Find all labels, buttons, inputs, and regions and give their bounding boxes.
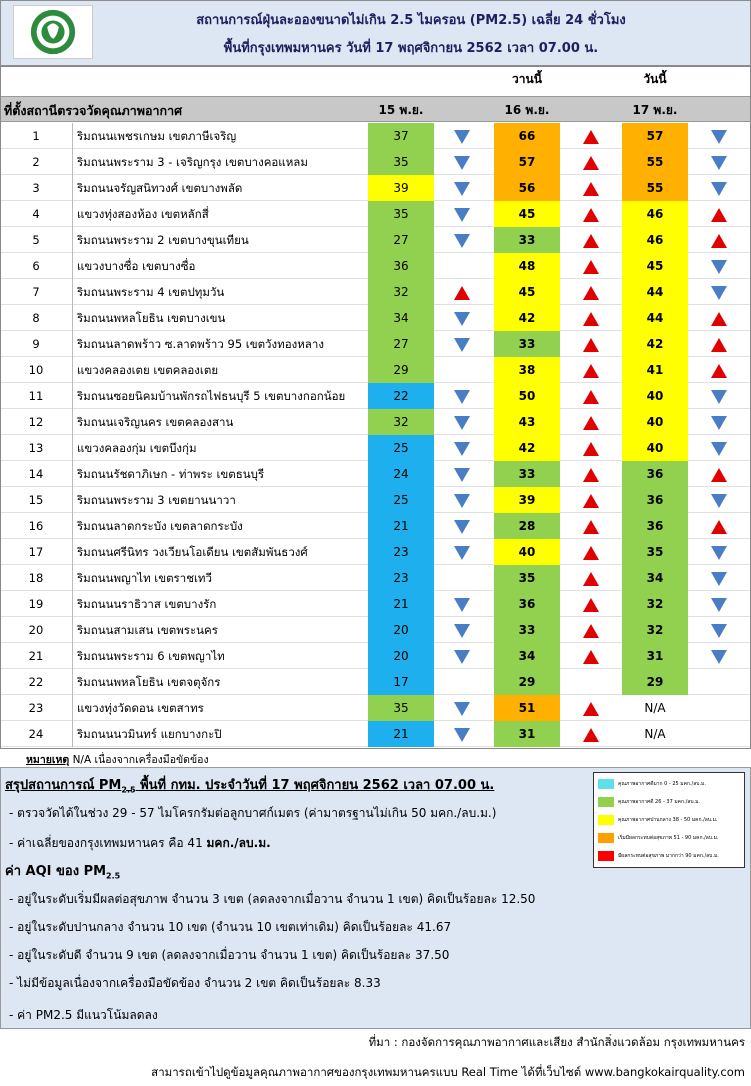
down-arrow-icon — [437, 409, 487, 435]
trend-line: - ค่า PM2.5 มีแนวโน้มลดลง — [9, 1008, 158, 1022]
station-name: ริมถนนศรีนิทร วงเวียนโอเดียน เขตสัมพันธวงศ์ — [72, 539, 368, 565]
bma-logo — [13, 5, 93, 59]
pm25-value-16: 33 — [494, 617, 560, 643]
report-title: สถานการณ์ฝุ่นละอองขนาดไม่เกิน 2.5 ไมครอน (PM2.5) เฉลี่ย 24 ชั่วโมง — [196, 13, 626, 28]
up-arrow-icon — [566, 409, 616, 435]
table-row — [0, 305, 751, 331]
down-arrow-icon — [694, 565, 744, 591]
pm25-value-16: 42 — [494, 435, 560, 461]
pm25-value-17: 36 — [622, 461, 688, 487]
station-name: ริมถนนลาดกระบัง เขตลาดกระบัง — [72, 513, 368, 539]
station-name: แขวงทุ่งวัดดอน เขตสาทร — [72, 695, 368, 721]
arrow-cell — [437, 253, 487, 279]
station-name: ริมถนนนวมินทร์ แยกบางกะปิ — [72, 721, 368, 747]
station-name: แขวงคลองเตย เขตคลองเตย — [72, 357, 368, 383]
table-row — [0, 383, 751, 409]
arrow-cell — [437, 357, 487, 383]
down-arrow-icon — [437, 721, 487, 747]
legend-label: มีผลกระทบต่อสุขภาพ มากกว่า 90 มคก./ลบ.ม. — [618, 853, 719, 859]
down-arrow-icon — [437, 175, 487, 201]
up-arrow-icon — [566, 461, 616, 487]
color-legend — [593, 772, 745, 868]
table-row — [0, 279, 751, 305]
date-header-3: 17 พ.ย. — [632, 103, 678, 117]
pm25-value-17: 44 — [622, 305, 688, 331]
table-row — [0, 123, 751, 149]
pm25-value-17: 46 — [622, 227, 688, 253]
aqi-line-4: - ไม่มีข้อมูลเนื่องจากเครื่องมือขัดข้อง จำนวน 2 เขต คิดเป็นร้อยละ 8.33 — [9, 976, 381, 990]
pm25-value-15: 32 — [368, 279, 434, 305]
up-arrow-icon — [566, 487, 616, 513]
legend-item — [598, 851, 742, 863]
pm25-value-17: 32 — [622, 617, 688, 643]
pm25-value-16: 66 — [494, 123, 560, 149]
table-row — [0, 461, 751, 487]
pm25-value-17: 36 — [622, 487, 688, 513]
table-header — [0, 96, 751, 122]
arrow-cell — [566, 669, 616, 695]
legend-item — [598, 815, 742, 827]
station-name: ริมถนนพหลโยธิน เขตจตุจักร — [72, 669, 368, 695]
down-arrow-icon — [437, 435, 487, 461]
up-arrow-icon — [566, 357, 616, 383]
table-row — [0, 669, 751, 695]
pm25-value-15: 29 — [368, 357, 434, 383]
table-row — [0, 721, 751, 747]
down-arrow-icon — [694, 409, 744, 435]
pm25-value-15: 34 — [368, 305, 434, 331]
legend-swatch — [598, 779, 614, 789]
station-name: ริมถนนเจริญนคร เขตคลองสาน — [72, 409, 368, 435]
station-number: 5 — [32, 233, 40, 247]
station-number: 10 — [28, 363, 44, 377]
down-arrow-icon — [694, 643, 744, 669]
table-row — [0, 643, 751, 669]
down-arrow-icon — [694, 487, 744, 513]
station-number: 3 — [32, 181, 40, 195]
down-arrow-icon — [437, 539, 487, 565]
legend-item — [598, 797, 742, 809]
pm25-value-15: 17 — [368, 669, 434, 695]
station-number: 15 — [28, 493, 44, 507]
table-row — [0, 357, 751, 383]
pm25-value-15: 36 — [368, 253, 434, 279]
pm25-value-16: 48 — [494, 253, 560, 279]
up-arrow-icon — [566, 201, 616, 227]
pm25-value-15: 39 — [368, 175, 434, 201]
pm25-value-17: 31 — [622, 643, 688, 669]
pm25-value-16: 43 — [494, 409, 560, 435]
pm25-value-16: 40 — [494, 539, 560, 565]
pm25-value-17: 45 — [622, 253, 688, 279]
pm25-value-15: 21 — [368, 513, 434, 539]
table-row — [0, 591, 751, 617]
station-number: 4 — [32, 207, 40, 221]
pm25-value-15: 21 — [368, 721, 434, 747]
pm25-value-15: 20 — [368, 643, 434, 669]
pm25-value-15: 37 — [368, 123, 434, 149]
pm25-value-15: 20 — [368, 617, 434, 643]
up-arrow-icon — [566, 617, 616, 643]
pm25-value-16: 39 — [494, 487, 560, 513]
down-arrow-icon — [437, 591, 487, 617]
table-row — [0, 513, 751, 539]
up-arrow-icon — [566, 643, 616, 669]
station-name: ริมถนนลาดพร้าว ซ.ลาดพร้าว 95 เขตวังทองหลาง — [72, 331, 368, 357]
pm25-value-15: 24 — [368, 461, 434, 487]
up-arrow-icon — [694, 201, 744, 227]
pm25-value-15: 35 — [368, 149, 434, 175]
up-arrow-icon — [694, 461, 744, 487]
up-arrow-icon — [566, 513, 616, 539]
up-arrow-icon — [566, 721, 616, 747]
footnote-label: หมายเหตุ — [26, 754, 70, 766]
table-row — [0, 149, 751, 175]
station-number: 11 — [28, 389, 44, 403]
pm25-value-17: 40 — [622, 435, 688, 461]
pm25-value-16: 35 — [494, 565, 560, 591]
station-name: แขวงทุ่งสองห้อง เขตหลักสี่ — [72, 201, 368, 227]
arrow-cell — [694, 695, 744, 721]
down-arrow-icon — [437, 643, 487, 669]
summary-average: - ค่าเฉลี่ยของกรุงเทพมหานคร คือ 41 มคก./ลบ.ม. — [9, 836, 271, 850]
pm25-value-16: 45 — [494, 201, 560, 227]
down-arrow-icon — [694, 149, 744, 175]
station-number: 19 — [28, 597, 44, 611]
station-name: แขวงคลองกุ่ม เขตบึงกุ่ม — [72, 435, 368, 461]
up-arrow-icon — [566, 331, 616, 357]
report-subtitle: พื้นที่กรุงเทพมหานคร วันที่ 17 พฤศจิกายน 2562 เวลา 07.00 น. — [223, 41, 599, 56]
down-arrow-icon — [437, 487, 487, 513]
down-arrow-icon — [437, 331, 487, 357]
up-arrow-icon — [566, 175, 616, 201]
up-arrow-icon — [566, 591, 616, 617]
up-arrow-icon — [566, 305, 616, 331]
station-number: 16 — [28, 519, 44, 533]
legend-label: คุณภาพอากาศดีมาก 0 - 25 มคก./ลบ.ม. — [618, 781, 706, 787]
station-number: 17 — [28, 545, 44, 559]
pm25-value-16: 38 — [494, 357, 560, 383]
pm25-value-15: 27 — [368, 227, 434, 253]
down-arrow-icon — [437, 227, 487, 253]
table-row — [0, 175, 751, 201]
report-header — [0, 0, 751, 66]
table-row — [0, 487, 751, 513]
down-arrow-icon — [437, 513, 487, 539]
up-arrow-icon — [694, 305, 744, 331]
table-row — [0, 253, 751, 279]
pm25-value-17: N/A — [644, 701, 666, 715]
pm25-value-16: 33 — [494, 227, 560, 253]
arrow-cell — [694, 669, 744, 695]
station-name: ริมถนนพระราม 3 เขตยานนาวา — [72, 487, 368, 513]
down-arrow-icon — [437, 305, 487, 331]
station-name: ริมถนนพระราม 3 - เจริญกรุง เขตบางคอแหลม — [72, 149, 368, 175]
station-number: 22 — [28, 675, 44, 689]
legend-label: คุณภาพอากาศดี 26 - 37 มคก./ลบ.ม. — [618, 799, 700, 805]
yesterday-label: วานนี้ — [512, 72, 542, 86]
up-arrow-icon — [694, 331, 744, 357]
pm25-value-16: 42 — [494, 305, 560, 331]
table-row — [0, 617, 751, 643]
station-column-header: ที่ตั้งสถานีตรวจวัดคุณภาพอากาศ — [4, 103, 183, 118]
pm25-value-16: 33 — [494, 331, 560, 357]
pm25-value-16: 33 — [494, 461, 560, 487]
pm25-value-16: 51 — [494, 695, 560, 721]
station-number: 23 — [28, 701, 44, 715]
pm25-value-17: 40 — [622, 383, 688, 409]
up-arrow-icon — [694, 227, 744, 253]
up-arrow-icon — [566, 123, 616, 149]
down-arrow-icon — [694, 617, 744, 643]
station-name: ริมถนนเพชรเกษม เขตภาษีเจริญ — [72, 123, 368, 149]
website-line: สามารถเข้าไปดูข้อมูลคุณภาพอากาศของกรุงเทพมหานครแบบ Real Time ได้ที่เว็บไซต์ www.bangkokairquality.com — [151, 1065, 745, 1079]
down-arrow-icon — [694, 123, 744, 149]
pm25-value-15: 32 — [368, 409, 434, 435]
date-header-1: 15 พ.ย. — [378, 103, 424, 117]
pm25-value-15: 27 — [368, 331, 434, 357]
up-arrow-icon — [566, 695, 616, 721]
down-arrow-icon — [694, 539, 744, 565]
up-arrow-icon — [566, 383, 616, 409]
station-number: 20 — [28, 623, 44, 637]
table-row — [0, 201, 751, 227]
pm25-value-16: 29 — [494, 669, 560, 695]
legend-swatch — [598, 797, 614, 807]
down-arrow-icon — [694, 253, 744, 279]
date-header-2: 16 พ.ย. — [504, 103, 550, 117]
up-arrow-icon — [566, 539, 616, 565]
station-number: 8 — [32, 311, 40, 325]
pm25-value-16: 56 — [494, 175, 560, 201]
station-name: ริมถนนพระราม 6 เขตพญาไท — [72, 643, 368, 669]
pm25-value-16: 50 — [494, 383, 560, 409]
arrow-cell — [694, 721, 744, 747]
station-number: 9 — [32, 337, 40, 351]
up-arrow-icon — [566, 227, 616, 253]
up-arrow-icon — [566, 279, 616, 305]
pm25-value-15: 22 — [368, 383, 434, 409]
station-name: ริมถนนพหลโยธิน เขตบางเขน — [72, 305, 368, 331]
pm25-value-17: 35 — [622, 539, 688, 565]
station-number: 1 — [32, 129, 40, 143]
legend-label: คุณภาพอากาศปานกลาง 38 - 50 มคก./ลบ.ม. — [618, 817, 718, 823]
summary-range: - ตรวจวัดได้ในช่วง 29 - 57 ไมโครกรัมต่อลูกบาศก์เมตร (ค่ามาตรฐานไม่เกิน 50 มคก./ลบ.ม.) — [9, 806, 497, 820]
table-row — [0, 331, 751, 357]
up-arrow-icon — [694, 357, 744, 383]
pm25-value-17: 34 — [622, 565, 688, 591]
pm25-value-16: 34 — [494, 643, 560, 669]
station-number: 18 — [28, 571, 44, 585]
station-name: ริมถนนนราธิวาส เขตบางรัก — [72, 591, 368, 617]
pm25-value-17: 32 — [622, 591, 688, 617]
table-row — [0, 565, 751, 591]
pm25-value-16: 57 — [494, 149, 560, 175]
pm25-value-17: 42 — [622, 331, 688, 357]
up-arrow-icon — [437, 279, 487, 305]
legend-swatch — [598, 815, 614, 825]
station-number: 21 — [28, 649, 44, 663]
footnote-text: N/A เนื่องจากเครื่องมือขัดข้อง — [69, 754, 209, 766]
legend-swatch — [598, 851, 614, 861]
station-name: แขวงบางซื่อ เขตบางซื่อ — [72, 253, 368, 279]
station-name: ริมถนนพระราม 4 เขตปทุมวัน — [72, 279, 368, 305]
footnote — [26, 751, 209, 768]
down-arrow-icon — [437, 149, 487, 175]
up-arrow-icon — [566, 435, 616, 461]
table-row — [0, 409, 751, 435]
pm25-value-17: 55 — [622, 149, 688, 175]
down-arrow-icon — [437, 461, 487, 487]
station-number: 13 — [28, 441, 44, 455]
pm25-value-17: 44 — [622, 279, 688, 305]
pm25-value-17: 57 — [622, 123, 688, 149]
station-name: ริมถนนจรัญสนิทวงศ์ เขตบางพลัด — [72, 175, 368, 201]
pm25-value-17: 40 — [622, 409, 688, 435]
up-arrow-icon — [566, 149, 616, 175]
down-arrow-icon — [437, 201, 487, 227]
down-arrow-icon — [694, 175, 744, 201]
table-row — [0, 695, 751, 721]
arrow-cell — [437, 565, 487, 591]
down-arrow-icon — [437, 383, 487, 409]
down-arrow-icon — [437, 123, 487, 149]
summary-panel — [0, 767, 751, 1029]
down-arrow-icon — [437, 617, 487, 643]
up-arrow-icon — [566, 565, 616, 591]
today-label: วันนี้ — [643, 72, 667, 86]
down-arrow-icon — [694, 435, 744, 461]
legend-swatch — [598, 833, 614, 843]
pm25-value-17: 36 — [622, 513, 688, 539]
pm25-value-15: 21 — [368, 591, 434, 617]
station-number: 24 — [28, 727, 44, 741]
down-arrow-icon — [694, 279, 744, 305]
station-name: ริมถนนพญาไท เขตราชเทวี — [72, 565, 368, 591]
station-name: ริมถนนซอยนิคมบ้านพักรถไฟธนบุรี 5 เขตบางกอกน้อย — [72, 383, 368, 409]
table-row — [0, 227, 751, 253]
pm25-value-15: 25 — [368, 435, 434, 461]
station-number: 2 — [32, 155, 40, 169]
pm25-value-17: 29 — [622, 669, 688, 695]
pm25-value-16: 36 — [494, 591, 560, 617]
aqi-line-3: - อยู่ในระดับดี จำนวน 9 เขต (ลดลงจากเมื่อวาน จำนวน 1 เขต) คิดเป็นร้อยละ 37.50 — [9, 948, 450, 962]
source-line: ที่มา : กองจัดการคุณภาพอากาศและเสียง สำนักสิ่งแวดล้อม กรุงเทพมหานคร — [368, 1035, 745, 1049]
station-number: 6 — [32, 259, 40, 273]
pm25-value-17: 46 — [622, 201, 688, 227]
station-name: ริมถนนพระราม 2 เขตบางขุนเทียน — [72, 227, 368, 253]
legend-item — [598, 779, 742, 791]
pm25-value-15: 25 — [368, 487, 434, 513]
station-number: 12 — [28, 415, 44, 429]
pm25-value-15: 35 — [368, 695, 434, 721]
pm25-value-16: 28 — [494, 513, 560, 539]
station-number: 7 — [32, 285, 40, 299]
station-number: 14 — [28, 467, 44, 481]
station-name: ริมถนนสามเสน เขตพระนคร — [72, 617, 368, 643]
pm25-value-17: 41 — [622, 357, 688, 383]
table-row — [0, 435, 751, 461]
aqi-heading: ค่า AQI ของ $PM_{2.5}$ — [5, 864, 121, 881]
pm25-value-16: 45 — [494, 279, 560, 305]
pm25-value-17: 55 — [622, 175, 688, 201]
pm25-value-15: 23 — [368, 539, 434, 565]
pm25-value-15: 23 — [368, 565, 434, 591]
up-arrow-icon — [694, 513, 744, 539]
arrow-cell — [437, 669, 487, 695]
down-arrow-icon — [437, 695, 487, 721]
station-name: ริมถนนรัชดาภิเษก - ท่าพระ เขตธนบุรี — [72, 461, 368, 487]
table-row — [0, 539, 751, 565]
legend-label: เริ่มมีผลกระทบต่อสุขภาพ 51 - 90 มคก./ลบ.ม. — [618, 835, 719, 841]
pm25-value-15: 35 — [368, 201, 434, 227]
down-arrow-icon — [694, 383, 744, 409]
pm25-value-16: 31 — [494, 721, 560, 747]
pm25-value-17: N/A — [644, 727, 666, 741]
legend-item — [598, 833, 742, 845]
down-arrow-icon — [694, 591, 744, 617]
aqi-line-2: - อยู่ในระดับปานกลาง จำนวน 10 เขต (จำนวน 10 เขตเท่าเดิม) คิดเป็นร้อยละ 41.67 — [9, 920, 452, 934]
up-arrow-icon — [566, 253, 616, 279]
aqi-line-1: - อยู่ในระดับเริ่มมีผลต่อสุขภาพ จำนวน 3 เขต (ลดลงจากเมื่อวาน จำนวน 1 เขต) คิดเป็นร้อยละ 12.50 — [9, 892, 536, 906]
summary-title: สรุปสถานการณ์ $PM_{2.5}$ พื้นที่ กทม. ประจำวันที่ 17 พฤศจิกายน 2562 เวลา 07.00 น. — [5, 778, 495, 795]
